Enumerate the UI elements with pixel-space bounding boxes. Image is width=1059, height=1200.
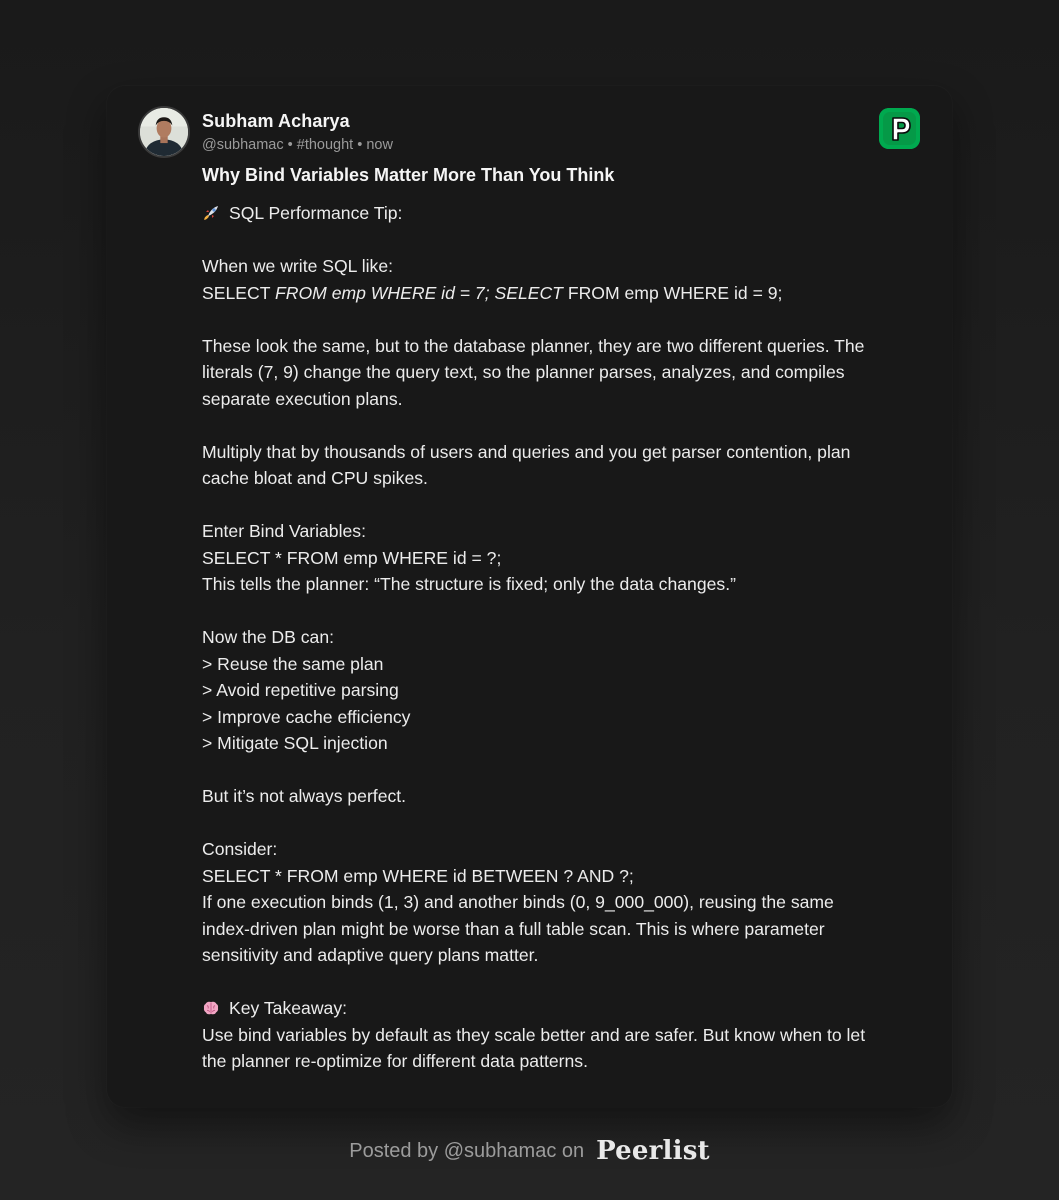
peerlist-wordmark[interactable]: Peerlist	[596, 1136, 710, 1166]
bind-heading: Enter Bind Variables:	[202, 521, 366, 541]
sql-example	[202, 280, 927, 307]
list-item: > Improve cache efficiency	[202, 706, 411, 727]
tip-heading-line	[202, 200, 927, 227]
posted-by-text: Posted by @subhamac on	[349, 1139, 585, 1162]
rocket-icon	[202, 204, 220, 222]
brain-icon	[202, 999, 220, 1017]
list-item: > Mitigate SQL injection	[202, 733, 388, 753]
list-item: > Reuse the same plan	[202, 653, 384, 674]
post-body	[202, 200, 927, 1075]
footer	[0, 1136, 1059, 1166]
paragraph-line: If one execution binds (1, 3) and another binds (0, 9_000_000), reusing the same	[202, 892, 834, 912]
list-item: > Avoid repetitive parsing	[202, 680, 399, 700]
avatar[interactable]	[138, 106, 190, 158]
bind-sql: SELECT * FROM emp WHERE id = ?;	[202, 547, 502, 568]
bind-note: This tells the planner: “The structure is fixed; only the data changes.”	[202, 574, 736, 594]
paragraph-line: the planner re-optimize for different data patterns.	[202, 1051, 588, 1071]
sql-example-b: FROM emp WHERE id = 7; SELECT	[275, 282, 563, 303]
avatar-photo	[140, 108, 188, 156]
paragraph-line: separate execution plans.	[202, 388, 403, 409]
consider-heading: Consider:	[202, 839, 278, 859]
author-handle[interactable]: @subhamac	[202, 137, 284, 153]
peerlist-badge-icon	[879, 108, 920, 149]
paragraph-line: index-driven plan might be worse than a full table scan. This is where parameter	[202, 918, 825, 939]
intro-text: When we write SQL like:	[202, 256, 393, 276]
db-can-heading: Now the DB can:	[202, 627, 335, 647]
sql-example-c: FROM emp WHERE id = 9;	[562, 282, 783, 303]
meta-separator-2: •	[357, 137, 363, 153]
between-sql: SELECT * FROM emp WHERE id BETWEEN ? AND ?;	[202, 865, 634, 886]
takeaway-heading: Key Takeaway:	[229, 998, 348, 1018]
post-time: now	[366, 137, 393, 153]
post-title: Why Bind Variables Matter More Than You Think	[202, 165, 615, 185]
post-meta	[202, 137, 393, 153]
meta-separator: •	[287, 137, 293, 153]
paragraph-line: sensitivity and adaptive query plans matter.	[202, 945, 539, 965]
tip-heading: SQL Performance Tip:	[229, 203, 403, 223]
post-tag[interactable]: #thought	[296, 137, 354, 153]
caveat-text: But it’s not always perfect.	[202, 786, 407, 806]
takeaway-heading-line	[202, 995, 927, 1022]
paragraph-line: These look the same, but to the database planner, they are two different queries. The	[202, 335, 865, 356]
post-card	[107, 86, 952, 1107]
peerlist-logo-icon[interactable]	[879, 108, 920, 149]
paragraph-line: literals (7, 9) change the query text, so the planner parses, analyzes, and compiles	[202, 362, 845, 382]
paragraph-line: Multiply that by thousands of users and queries and you get parser contention, plan	[202, 441, 851, 462]
paragraph-line: Use bind variables by default as they scale better and are safer. But know when to let	[202, 1024, 866, 1045]
sql-example-a: SELECT	[202, 282, 276, 303]
author-name[interactable]: Subham Acharya	[202, 111, 350, 131]
paragraph-line: cache bloat and CPU spikes.	[202, 468, 428, 488]
